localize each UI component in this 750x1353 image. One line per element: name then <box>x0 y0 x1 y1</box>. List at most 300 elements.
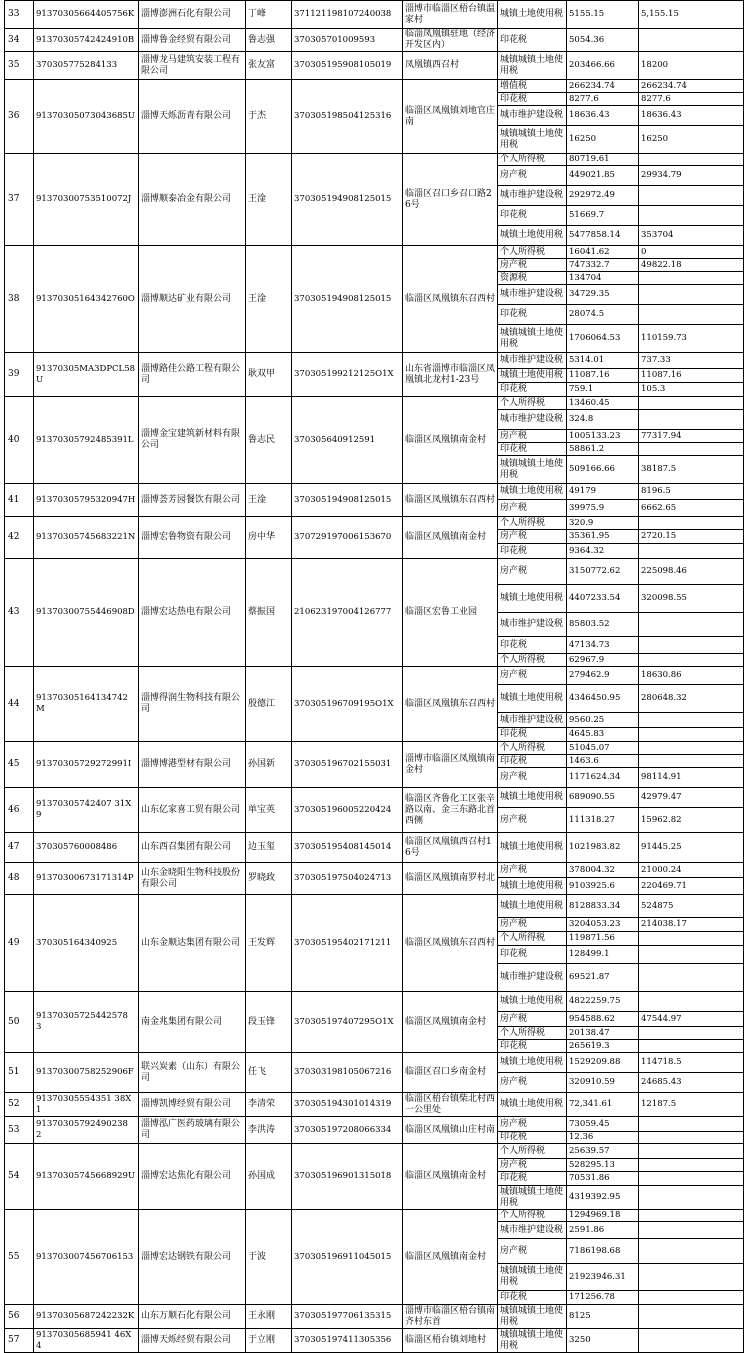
tax-type-cell: 城市维护建设税 <box>498 285 567 305</box>
arrears-amount-cell: 35361.95 <box>567 530 639 544</box>
id-number-cell: 370305196709195O1X <box>292 667 403 742</box>
arrears-amount-cell: 266234.74 <box>567 80 639 93</box>
row-number-cell: 50 <box>5 992 34 1053</box>
arrears-amount-cell: 954588.62 <box>567 1012 639 1027</box>
arrears-amount-cell: 1706064.53 <box>567 325 639 353</box>
tax-type-cell: 房产税 <box>498 1073 567 1093</box>
credit-code-cell: 91370305073043685U <box>34 80 139 154</box>
credit-code-cell: 91370300673171314P <box>34 863 139 895</box>
credit-code-cell: 370305760008486 <box>34 833 139 863</box>
current-arrears-cell: 214038.17 <box>639 918 744 932</box>
tax-type-cell: 个人所得税 <box>498 246 567 259</box>
tax-type-cell: 城镇城镇土地使用税 <box>498 325 567 353</box>
current-arrears-cell <box>639 1239 744 1264</box>
tax-type-cell: 城镇城镇土地使用税 <box>498 456 567 484</box>
tax-type-cell: 城镇城镇土地使用税 <box>498 126 567 154</box>
tax-type-cell: 个人所得税 <box>498 742 567 755</box>
id-number-cell: 370729197006153670 <box>292 517 403 559</box>
current-arrears-cell: 98114.91 <box>639 768 744 788</box>
current-arrears-cell: 737.33 <box>639 353 744 369</box>
company-name-cell: 淄博路佳公路工程有限公司 <box>139 353 246 397</box>
legal-person-cell: 蔡振国 <box>246 559 292 667</box>
table-row <box>5 484 744 500</box>
legal-person-cell: 殷德江 <box>246 667 292 742</box>
id-number-cell: 370305197411305356 <box>292 1329 403 1353</box>
id-number-cell: 370305197706135315 <box>292 1305 403 1329</box>
current-arrears-cell <box>639 186 744 206</box>
arrears-amount-cell: 62967.9 <box>567 654 639 667</box>
row-number-cell: 51 <box>5 1053 34 1093</box>
tax-type-cell: 房产税 <box>498 530 567 544</box>
current-arrears-cell <box>639 1329 744 1353</box>
tax-type-cell: 房产税 <box>498 768 567 788</box>
id-number-cell: 370305195402171211 <box>292 895 403 992</box>
tax-type-cell: 城镇土地使用税 <box>498 878 567 895</box>
current-arrears-cell: 220469.71 <box>639 878 744 895</box>
row-number-cell: 47 <box>5 833 34 863</box>
current-arrears-cell <box>639 1159 744 1172</box>
arrears-amount-cell: 111318.27 <box>567 808 639 833</box>
row-number-cell: 56 <box>5 1305 34 1329</box>
arrears-amount-cell: 1294969.18 <box>567 1210 639 1222</box>
current-arrears-cell <box>639 992 744 1012</box>
tax-type-cell: 房产税 <box>498 1159 567 1172</box>
address-cell: 临淄区凤凰镇南金村 <box>403 1144 498 1210</box>
arrears-amount-cell: 16041.62 <box>567 246 639 259</box>
arrears-amount-cell: 28074.5 <box>567 305 639 325</box>
arrears-amount-cell: 11087.16 <box>567 369 639 383</box>
current-arrears-cell <box>639 964 744 992</box>
credit-code-cell: 91370305729272991I <box>34 742 139 788</box>
tax-type-cell: 城镇土地使用税 <box>498 895 567 918</box>
arrears-amount-cell: 51669.7 <box>567 206 639 226</box>
arrears-amount-cell: 5477858.14 <box>567 226 639 246</box>
current-arrears-cell <box>639 742 744 755</box>
company-name-cell: 淄博荟芳园餐饮有限公司 <box>139 484 246 517</box>
legal-person-cell: 房中华 <box>246 517 292 559</box>
tax-type-cell: 房产税 <box>498 1117 567 1132</box>
arrears-amount-cell: 34729.35 <box>567 285 639 305</box>
table-row <box>5 353 744 369</box>
table-row <box>5 1305 744 1329</box>
tax-type-cell: 房产税 <box>498 166 567 186</box>
arrears-amount-cell: 51045.07 <box>567 742 639 755</box>
tax-type-cell: 增值税 <box>498 80 567 93</box>
current-arrears-cell <box>639 1027 744 1040</box>
current-arrears-cell <box>639 1117 744 1132</box>
legal-person-cell: 鲁志民 <box>246 397 292 484</box>
arrears-amount-cell: 8128833.34 <box>567 895 639 918</box>
current-arrears-cell <box>639 613 744 637</box>
company-name-cell: 淄博龙马建筑安装工程有限公司 <box>139 52 246 80</box>
arrears-amount-cell: 128499.1 <box>567 946 639 964</box>
current-arrears-cell: 266234.74 <box>639 80 744 93</box>
legal-person-cell: 段玉锋 <box>246 992 292 1053</box>
tax-type-cell: 房产税 <box>498 559 567 585</box>
legal-person-cell: 边玉玺 <box>246 833 292 863</box>
credit-code-cell: 91370305554351 38X1 <box>34 1093 139 1117</box>
company-name-cell: 山东金顺达集团有限公司 <box>139 895 246 992</box>
current-arrears-cell: 0 <box>639 246 744 259</box>
arrears-amount-cell: 49179 <box>567 484 639 500</box>
arrears-amount-cell: 12.36 <box>567 1132 639 1144</box>
tax-arrears-table <box>4 0 744 1353</box>
credit-code-cell: 91370305687242232K <box>34 1305 139 1329</box>
id-number-cell: 370305701009593 <box>292 29 403 52</box>
row-number-cell: 52 <box>5 1093 34 1117</box>
tax-type-cell: 印花税 <box>498 443 567 456</box>
company-name-cell: 淄博得润生物科技有限公司 <box>139 667 246 742</box>
arrears-amount-cell: 4319392.95 <box>567 1186 639 1210</box>
table-row <box>5 992 744 1012</box>
table-row <box>5 742 744 755</box>
id-number-cell: 370305195408145014 <box>292 833 403 863</box>
current-arrears-cell: 21000.24 <box>639 863 744 878</box>
tax-type-cell: 城镇土地使用税 <box>498 1053 567 1073</box>
tax-type-cell: 房产税 <box>498 1239 567 1264</box>
tax-type-cell: 城镇土地使用税 <box>498 585 567 613</box>
arrears-amount-cell: 8277.6 <box>567 93 639 106</box>
row-number-cell: 55 <box>5 1210 34 1305</box>
id-number-cell: 370305196911045015 <box>292 1210 403 1305</box>
arrears-amount-cell: 69521.87 <box>567 964 639 992</box>
row-number-cell: 36 <box>5 80 34 154</box>
tax-type-cell: 印花税 <box>498 637 567 654</box>
current-arrears-cell: 18200 <box>639 52 744 80</box>
id-number-cell: 370305194908125015 <box>292 484 403 517</box>
address-cell: 临淄区召口乡召口路26号 <box>403 154 498 246</box>
table-row <box>5 863 744 878</box>
credit-code-cell: 91370305685941 46X4 <box>34 1329 139 1353</box>
legal-person-cell: 王永刚 <box>246 1305 292 1329</box>
current-arrears-cell <box>639 272 744 285</box>
arrears-amount-cell: 689090.55 <box>567 788 639 808</box>
tax-type-cell: 城镇土地使用税 <box>498 226 567 246</box>
tax-type-cell: 城镇土地使用税 <box>498 788 567 808</box>
tax-type-cell: 房产税 <box>498 667 567 685</box>
company-name-cell: 淄博泓广医药玻璃有限公司 <box>139 1117 246 1144</box>
company-name-cell: 淄博顺泰冶金有限公司 <box>139 154 246 246</box>
tax-type-cell: 印花税 <box>498 1040 567 1053</box>
tax-type-cell: 个人所得税 <box>498 1027 567 1040</box>
tax-type-cell: 印花税 <box>498 305 567 325</box>
address-cell: 临淄区凤凰镇山庄村南 <box>403 1117 498 1144</box>
current-arrears-cell <box>639 1291 744 1305</box>
address-cell: 临淄区凤凰镇东召西村 <box>403 667 498 742</box>
arrears-amount-cell: 1005133.23 <box>567 430 639 443</box>
arrears-amount-cell: 72,341.61 <box>567 1093 639 1117</box>
credit-code-cell: 91370305664405756K <box>34 1 139 29</box>
credit-code-cell: 91370305792485391L <box>34 397 139 484</box>
table-row <box>5 1117 744 1132</box>
tax-type-cell: 城市维护建设税 <box>498 353 567 369</box>
address-cell: 临淄区凤凰镇南金村 <box>403 397 498 484</box>
company-name-cell: 淄博鲁金经贸有限公司 <box>139 29 246 52</box>
tax-type-cell: 城镇土地使用税 <box>498 685 567 713</box>
table-row <box>5 154 744 166</box>
id-number-cell: 370305195908105019 <box>292 52 403 80</box>
company-name-cell: 淄博顺达矿业有限公司 <box>139 246 246 353</box>
address-cell: 山东省淄博市临淄区凤凰镇北龙村1-23号 <box>403 353 498 397</box>
id-number-cell: 370305640912591 <box>292 397 403 484</box>
company-name-cell: 山东万顺石化有限公司 <box>139 1305 246 1329</box>
tax-type-cell: 城镇城镇土地使用税 <box>498 52 567 80</box>
credit-code-cell: 91370305742407 31X9 <box>34 788 139 833</box>
table-row <box>5 29 744 52</box>
tax-type-cell: 印花税 <box>498 728 567 742</box>
table-row <box>5 397 744 410</box>
address-cell: 淄博市临淄区梧台镇南齐村东首 <box>403 1305 498 1329</box>
arrears-amount-cell: 324.8 <box>567 410 639 430</box>
company-name-cell: 淄博博港型材有限公司 <box>139 742 246 788</box>
current-arrears-cell <box>639 1264 744 1291</box>
address-cell: 临淄区凤凰镇东召西村 <box>403 895 498 992</box>
arrears-amount-cell: 20138.47 <box>567 1027 639 1040</box>
address-cell: 临淄区齐鲁化工区张辛路以南、金三东路北首西侧 <box>403 788 498 833</box>
tax-type-cell: 印花税 <box>498 206 567 226</box>
legal-person-cell: 李清荣 <box>246 1093 292 1117</box>
legal-person-cell: 张友富 <box>246 52 292 80</box>
credit-code-cell: 91370305742424910B <box>34 29 139 52</box>
legal-person-cell: 孙国新 <box>246 742 292 788</box>
current-arrears-cell: 280648.32 <box>639 685 744 713</box>
id-number-cell: 370305198504125316 <box>292 80 403 154</box>
arrears-amount-cell: 25639.57 <box>567 1144 639 1159</box>
arrears-amount-cell: 134704 <box>567 272 639 285</box>
legal-person-cell: 于杰 <box>246 80 292 154</box>
row-number-cell: 35 <box>5 52 34 80</box>
table-row <box>5 517 744 530</box>
table-body <box>5 1 744 1353</box>
current-arrears-cell: 77317.94 <box>639 430 744 443</box>
id-number-cell: 370305194908125015 <box>292 154 403 246</box>
current-arrears-cell: 42979.47 <box>639 788 744 808</box>
current-arrears-cell <box>639 637 744 654</box>
credit-code-cell: 91370305MA3DPCL58U <box>34 353 139 397</box>
current-arrears-cell: 110159.73 <box>639 325 744 353</box>
row-number-cell: 39 <box>5 353 34 397</box>
tax-type-cell: 房产税 <box>498 808 567 833</box>
tax-type-cell: 房产税 <box>498 500 567 517</box>
arrears-amount-cell: 1021983.82 <box>567 833 639 863</box>
tax-type-cell: 城镇土地使用税 <box>498 1093 567 1117</box>
tax-type-cell: 个人所得税 <box>498 1210 567 1222</box>
credit-code-cell: 370305775284133 <box>34 52 139 80</box>
tax-type-cell: 城镇城镇土地使用税 <box>498 1264 567 1291</box>
row-number-cell: 53 <box>5 1117 34 1144</box>
current-arrears-cell: 105.3 <box>639 383 744 397</box>
company-name-cell: 山东金晓阳生物科技股份有限公司 <box>139 863 246 895</box>
credit-code-cell: 91370300758252906F <box>34 1053 139 1093</box>
current-arrears-cell <box>639 305 744 325</box>
arrears-amount-cell: 13460.45 <box>567 397 639 410</box>
legal-person-cell: 任飞 <box>246 1053 292 1093</box>
current-arrears-cell <box>639 1186 744 1210</box>
tax-type-cell: 房产税 <box>498 430 567 443</box>
arrears-amount-cell: 18636.43 <box>567 106 639 126</box>
tax-type-cell: 城镇土地使用税 <box>498 484 567 500</box>
current-arrears-cell: 8277.6 <box>639 93 744 106</box>
current-arrears-cell <box>639 1040 744 1053</box>
arrears-amount-cell: 58861.2 <box>567 443 639 456</box>
table-row <box>5 1 744 29</box>
tax-type-cell: 城市维护建设税 <box>498 106 567 126</box>
current-arrears-cell <box>639 946 744 964</box>
current-arrears-cell: 24685.43 <box>639 1073 744 1093</box>
tax-type-cell: 印花税 <box>498 93 567 106</box>
arrears-amount-cell: 16250 <box>567 126 639 154</box>
credit-code-cell: 91370305725442578 3 <box>34 992 139 1053</box>
address-cell: 临淄区凤凰镇东召西村 <box>403 484 498 517</box>
company-name-cell: 联兴炭素（山东）有限公司 <box>139 1053 246 1093</box>
arrears-amount-cell: 4407233.54 <box>567 585 639 613</box>
legal-person-cell: 王发辉 <box>246 895 292 992</box>
address-cell: 淄博市临淄区凤凰镇南金村 <box>403 742 498 788</box>
id-number-cell: 370305199212125O1X <box>292 353 403 397</box>
company-name-cell: 淄博宏鲁物资有限公司 <box>139 517 246 559</box>
company-name-cell: 淄博宏达热电有限公司 <box>139 559 246 667</box>
arrears-amount-cell: 449021.85 <box>567 166 639 186</box>
table-row <box>5 1093 744 1117</box>
legal-person-cell: 王淦 <box>246 154 292 246</box>
current-arrears-cell: 15962.82 <box>639 808 744 833</box>
tax-type-cell: 城镇土地使用税 <box>498 1 567 29</box>
arrears-amount-cell: 279462.9 <box>567 667 639 685</box>
tax-type-cell: 城市维护建设税 <box>498 713 567 728</box>
table-row <box>5 895 744 918</box>
id-number-cell: 370305194908125015 <box>292 246 403 353</box>
company-name-cell: 南金兆集团有限公司 <box>139 992 246 1053</box>
current-arrears-cell <box>639 517 744 530</box>
arrears-amount-cell: 39975.9 <box>567 500 639 517</box>
tax-type-cell: 印花税 <box>498 544 567 559</box>
credit-code-cell: 913703007456706153 <box>34 1210 139 1305</box>
current-arrears-cell <box>639 932 744 946</box>
tax-type-cell: 印花税 <box>498 755 567 768</box>
current-arrears-cell <box>639 1172 744 1186</box>
current-arrears-cell: 353704 <box>639 226 744 246</box>
row-number-cell: 46 <box>5 788 34 833</box>
arrears-amount-cell: 3204053.23 <box>567 918 639 932</box>
current-arrears-cell: 49822.18 <box>639 259 744 272</box>
current-arrears-cell: 6662.65 <box>639 500 744 517</box>
legal-person-cell: 丁峰 <box>246 1 292 29</box>
arrears-amount-cell: 70531.86 <box>567 1172 639 1186</box>
current-arrears-cell <box>639 654 744 667</box>
credit-code-cell: 370305164340925 <box>34 895 139 992</box>
arrears-amount-cell: 73059.45 <box>567 1117 639 1132</box>
current-arrears-cell <box>639 1132 744 1144</box>
address-cell: 临淄区梧台镇刘地村 <box>403 1329 498 1353</box>
arrears-amount-cell: 2591.86 <box>567 1222 639 1239</box>
row-number-cell: 57 <box>5 1329 34 1353</box>
tax-type-cell: 个人所得税 <box>498 932 567 946</box>
current-arrears-cell <box>639 410 744 430</box>
arrears-amount-cell: 378004.32 <box>567 863 639 878</box>
tax-type-cell: 城市维护建设税 <box>498 613 567 637</box>
arrears-amount-cell: 9364.32 <box>567 544 639 559</box>
arrears-amount-cell: 509166.66 <box>567 456 639 484</box>
arrears-amount-cell: 1463.6 <box>567 755 639 768</box>
row-number-cell: 41 <box>5 484 34 517</box>
id-number-cell: 370303198105067216 <box>292 1053 403 1093</box>
arrears-amount-cell: 4822259.75 <box>567 992 639 1012</box>
current-arrears-cell: 91445.25 <box>639 833 744 863</box>
arrears-amount-cell: 759.1 <box>567 383 639 397</box>
row-number-cell: 54 <box>5 1144 34 1210</box>
address-cell: 临淄区凤凰镇刘地官庄南 <box>403 80 498 154</box>
tax-type-cell: 城镇土地使用税 <box>498 369 567 383</box>
tax-type-cell: 印花税 <box>498 383 567 397</box>
tax-type-cell: 房产税 <box>498 1012 567 1027</box>
current-arrears-cell <box>639 443 744 456</box>
tax-type-cell: 印花税 <box>498 1291 567 1305</box>
table-row <box>5 833 744 863</box>
current-arrears-cell: 114718.5 <box>639 1053 744 1073</box>
legal-person-cell: 于波 <box>246 1210 292 1305</box>
id-number-cell: 370305196901315018 <box>292 1144 403 1210</box>
tax-type-cell: 城市维护建设税 <box>498 186 567 206</box>
tax-type-cell: 城镇土地使用税 <box>498 992 567 1012</box>
arrears-amount-cell: 3150772.62 <box>567 559 639 585</box>
arrears-amount-cell: 4645.83 <box>567 728 639 742</box>
tax-type-cell: 资源税 <box>498 272 567 285</box>
id-number-cell: 371121198107240038 <box>292 1 403 29</box>
id-number-cell: 370305194301014319 <box>292 1093 403 1117</box>
legal-person-cell: 鲁志强 <box>246 29 292 52</box>
arrears-amount-cell: 747332.7 <box>567 259 639 272</box>
credit-code-cell: 91370305745683221N <box>34 517 139 559</box>
tax-type-cell: 城市维护建设税 <box>498 1222 567 1239</box>
arrears-amount-cell: 265619.3 <box>567 1040 639 1053</box>
table-row <box>5 1053 744 1073</box>
tax-type-cell: 房产税 <box>498 259 567 272</box>
row-number-cell: 34 <box>5 29 34 52</box>
id-number-cell: 210623197004126777 <box>292 559 403 667</box>
arrears-amount-cell: 3250 <box>567 1329 639 1353</box>
table-row <box>5 667 744 685</box>
current-arrears-cell <box>639 29 744 52</box>
arrears-amount-cell: 119871.56 <box>567 932 639 946</box>
legal-person-cell: 李洪涛 <box>246 1117 292 1144</box>
arrears-amount-cell: 292972.49 <box>567 186 639 206</box>
credit-code-cell: 91370305792490238 2 <box>34 1117 139 1144</box>
table-row <box>5 52 744 80</box>
id-number-cell: 370305196005220424 <box>292 788 403 833</box>
arrears-amount-cell: 4346450.95 <box>567 685 639 713</box>
current-arrears-cell <box>639 285 744 305</box>
tax-type-cell: 城镇城镇土地使用税 <box>498 1329 567 1353</box>
credit-code-cell: 91370305745668929U <box>34 1144 139 1210</box>
row-number-cell: 45 <box>5 742 34 788</box>
current-arrears-cell: 11087.16 <box>639 369 744 383</box>
current-arrears-cell <box>639 1222 744 1239</box>
legal-person-cell: 耿双甲 <box>246 353 292 397</box>
company-name-cell: 淄博天烁沥青有限公司 <box>139 80 246 154</box>
current-arrears-cell: 320098.55 <box>639 585 744 613</box>
current-arrears-cell: 38187.5 <box>639 456 744 484</box>
legal-person-cell: 孙国成 <box>246 1144 292 1210</box>
current-arrears-cell <box>639 713 744 728</box>
address-cell: 临淄区凤凰镇南金村 <box>403 517 498 559</box>
arrears-amount-cell: 528295.13 <box>567 1159 639 1172</box>
id-number-cell: 370305197504024713 <box>292 863 403 895</box>
current-arrears-cell: 47544.97 <box>639 1012 744 1027</box>
company-name-cell: 淄博金宝建筑新材料有限公司 <box>139 397 246 484</box>
current-arrears-cell: 8196.5 <box>639 484 744 500</box>
current-arrears-cell <box>639 206 744 226</box>
tax-type-cell: 印花税 <box>498 1132 567 1144</box>
